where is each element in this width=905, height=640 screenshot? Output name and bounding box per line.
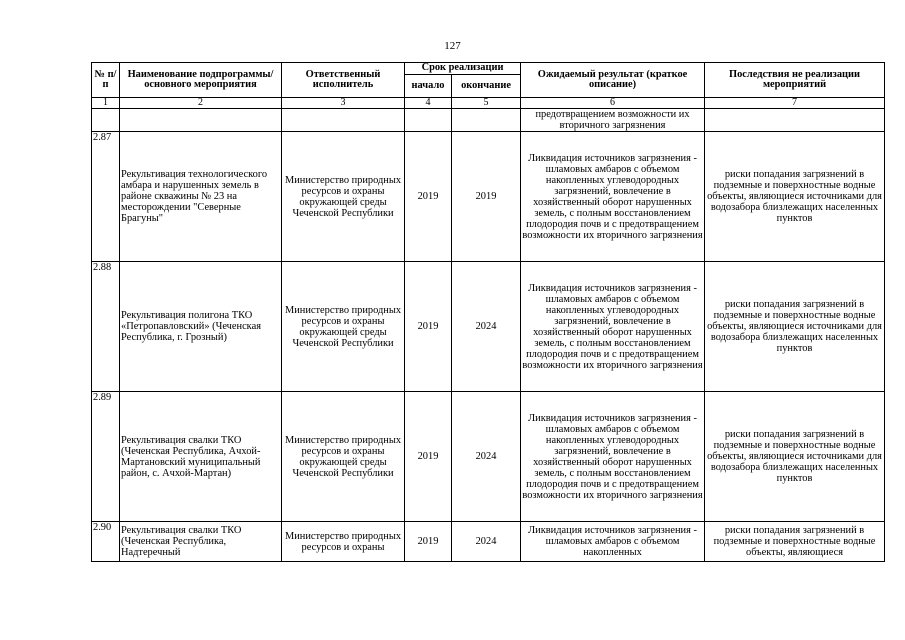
cell-executor: Министерство природных ресурсов и охраны окружающей среды Чеченской Республики: [282, 262, 405, 392]
cell-end: [452, 109, 521, 132]
column-number: 2: [120, 98, 282, 109]
cell-name: Рекультивация свалки ТКО (Чеченская Республика, Ачхой-Мартановский муниципальный район, с. Ачхой-Мартан): [120, 392, 282, 522]
cell-name: Рекультивация свалки ТКО (Чеченская Республика, Надтеречный: [120, 522, 282, 562]
cell-result: предотвращением возможности их вторичного загрязнения: [521, 109, 705, 132]
cell-end: 2019: [452, 132, 521, 262]
cell-executor: Министерство природных ресурсов и охраны окружающей среды Чеченской Республики: [282, 392, 405, 522]
table-row: [92, 522, 885, 562]
continuation-row: [92, 109, 885, 132]
header-name: Наименование подпрограммы/ основного мероприятия: [120, 63, 282, 98]
cell-executor: Министерство природных ресурсов и охраны: [282, 522, 405, 562]
header-term: Срок реализации: [405, 63, 521, 75]
cell-consequence: риски попадания загрязнений в подземные и поверхностные водные объекты, являющиеся источниками для водозабора близлежащих населенных пунктов: [705, 262, 885, 392]
column-number: 4: [405, 98, 452, 109]
measures-table: [91, 62, 885, 562]
cell-executor: [282, 109, 405, 132]
cell-name: Рекультивация полигона ТКО «Петропавловский» (Чеченская Республика, г. Грозный): [120, 262, 282, 392]
header-executor: Ответственный исполнитель: [282, 63, 405, 98]
cell-start: 2019: [405, 522, 452, 562]
cell-start: 2019: [405, 132, 452, 262]
cell-consequence: риски попадания загрязнений в подземные и поверхностные водные объекты, являющиеся: [705, 522, 885, 562]
cell-end: 2024: [452, 392, 521, 522]
cell-result: Ликвидация источников загрязнения - шламовых амбаров с объемом накопленных: [521, 522, 705, 562]
cell-num: 2.90: [92, 522, 120, 562]
header-row: [92, 63, 885, 75]
cell-name: Рекультивация технологического амбара и нарушенных земель в районе скважины № 23 на месторождении "Северные Брагуны": [120, 132, 282, 262]
header-end: окончание: [452, 75, 521, 98]
cell-num: 2.89: [92, 392, 120, 522]
cell-executor: Министерство природных ресурсов и охраны окружающей среды Чеченской Республики: [282, 132, 405, 262]
cell-start: 2019: [405, 392, 452, 522]
cell-start: 2019: [405, 262, 452, 392]
cell-consequence: [705, 109, 885, 132]
column-number: 7: [705, 98, 885, 109]
column-number: 6: [521, 98, 705, 109]
page-number: 127: [444, 40, 461, 52]
table-row: [92, 392, 885, 522]
header-start: начало: [405, 75, 452, 98]
column-number: 3: [282, 98, 405, 109]
cell-consequence: риски попадания загрязнений в подземные и поверхностные водные объекты, являющиеся источниками для водозабора близлежащих населенных пунктов: [705, 132, 885, 262]
cell-result: Ликвидация источников загрязнения - шламовых амбаров с объемом накопленных углеводородных загрязнений, вовлечение в хозяйственный оборот нарушенных земель, с полным восстановлением плодородия почв и с предотвращением возможности их вторичного загрязнения: [521, 392, 705, 522]
cell-num: [92, 109, 120, 132]
header-num: № п/п: [92, 63, 120, 98]
cell-name: [120, 109, 282, 132]
cell-num: 2.87: [92, 132, 120, 262]
column-number: 5: [452, 98, 521, 109]
cell-num: 2.88: [92, 262, 120, 392]
cell-end: 2024: [452, 262, 521, 392]
cell-end: 2024: [452, 522, 521, 562]
cell-consequence: риски попадания загрязнений в подземные и поверхностные водные объекты, являющиеся источниками для водозабора близлежащих населенных пунктов: [705, 392, 885, 522]
cell-result: Ликвидация источников загрязнения - шламовых амбаров с объемом накопленных углеводородных загрязнений, вовлечение в хозяйственный оборот нарушенных земель, с полным восстановлением плодородия почв и с предотвращением возможности их вторичного загрязнения: [521, 262, 705, 392]
cell-result: Ликвидация источников загрязнения - шламовых амбаров с объемом накопленных углеводородных загрязнений, вовлечение в хозяйственный оборот нарушенных земель, с полным восстановлением плодородия почв и с предотвращением возможности их вторичного загрязнения: [521, 132, 705, 262]
table-row: [92, 262, 885, 392]
column-number: 1: [92, 98, 120, 109]
header-result: Ожидаемый результат (краткое описание): [521, 63, 705, 98]
column-numbers-row: [92, 98, 885, 109]
header-consequence: Последствия не реализации мероприятий: [705, 63, 885, 98]
cell-start: [405, 109, 452, 132]
table-row: [92, 132, 885, 262]
